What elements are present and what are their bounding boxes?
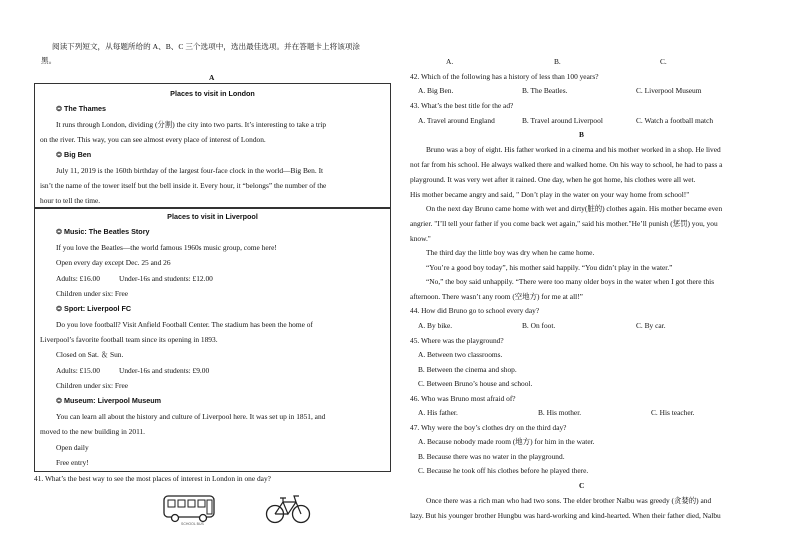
q46-option-c: C. His teacher. (651, 408, 695, 417)
beatles-under16: Under-16s and students: £12.00 (119, 274, 213, 283)
question-42: 42. Which of the following has a history of less than 100 years? (410, 72, 599, 81)
fc-closed: Closed on Sat. ＆ Sun. (56, 350, 124, 359)
q43-option-a: A. Travel around England (418, 116, 495, 125)
q43-option-c: C. Watch a football match (636, 116, 714, 125)
liverpool-box (34, 207, 391, 472)
instruction-line-2: 黑。 (41, 56, 57, 65)
section-a-heading: A (209, 73, 215, 82)
question-45: 45. Where was the playground? (410, 336, 504, 345)
q47-option-a: A. Because nobody made room (地方) for him in the water. (418, 437, 595, 446)
instruction-line-1: 阅读下列短文，从每题所给的 A、B、C 三个选项中，选出最佳选项。并在答题卡上将该项涂 (52, 42, 360, 51)
fc-heading: ❂ Sport: Liverpool FC (56, 304, 132, 313)
question-47: 47. Why were the boy’s clothes dry on the third day? (410, 423, 567, 432)
passage-b-line-3: playground. It was very wet after it rained. One day, when he got home, his clothes were all wet. (410, 175, 696, 184)
bigben-text-3: hour to tell the time. (40, 196, 101, 205)
question-41: 41. What’s the best way to see the most places of interest in London in one day? (34, 474, 271, 483)
section-c-heading: C (579, 481, 585, 490)
beatles-text-2: Open every day except Dec. 25 and 26 (56, 258, 171, 267)
museum-free: Free entry! (56, 458, 89, 467)
passage-b-line-6: angrier. "I’ll tell your father if you come back wet again," said his mother."He’ll punish (惩罚) you, you (410, 219, 718, 228)
bus-caption: SCHOOL BUS (181, 522, 204, 526)
passage-b-line-4: His mother became angry and said, " Don’t play in the water on your way home from school!" (410, 190, 690, 199)
museum-text-1: You can learn all about the history and culture of Liverpool here. It was set up in 1851, and (56, 412, 326, 421)
q46-option-b: B. His mother. (538, 408, 582, 417)
beatles-text-1: If you love the Beatles—the world famous 1960s music group, come here! (56, 243, 277, 252)
question-43: 43. What’s the best title for the ad? (410, 101, 514, 110)
london-title: Places to visit in London (170, 89, 255, 98)
liverpool-title: Places to visit in Liverpool (167, 212, 258, 221)
passage-b-line-10: “No,” the boy said unhappily. “There were too many older boys in the water when I got there this (426, 277, 715, 286)
fc-adults: Adults: £15.00 (56, 366, 100, 375)
museum-heading: ❂ Museum: Liverpool Museum (56, 396, 162, 405)
q43-option-b: B. Travel around Liverpool (522, 116, 603, 125)
museum-open: Open daily (56, 443, 89, 452)
q47-option-b: B. Because there was no water in the playground. (418, 452, 565, 461)
q44-option-b: B. On foot. (522, 321, 556, 330)
question-46: 46. Who was Bruno most afraid of? (410, 394, 516, 403)
thames-text-1: It runs through London, dividing (分割) the city into two parts. It’s interesting to take a trip (56, 120, 327, 129)
thames-text-2: on the river. This way, you can see almost every place of interest of London. (40, 135, 266, 144)
passage-b-line-1: Bruno was a boy of eight. His father worked in a cinema and his mother worked in a shop. He lived (426, 145, 721, 154)
fc-under16: Under-16s and students: £9.00 (119, 366, 210, 375)
section-b-heading: B (579, 130, 584, 139)
fc-text-1: Do you love football? Visit Anfield Football Center. The stadium has been the home of (56, 320, 313, 329)
passage-b-line-5: On the next day Bruno came home with wet and dirty(脏的) clothes again. His mother became even (426, 204, 723, 213)
q44-option-a: A. By bike. (418, 321, 453, 330)
museum-text-2: moved to the new building in 2011. (40, 427, 146, 436)
bigben-heading: ❂ Big Ben (56, 150, 92, 159)
bigben-text-2: isn’t the name of the tower itself but the bell inside it. Every hour, it “belongs” the number of the (40, 181, 327, 190)
q42-option-b: B. The Beatles. (522, 86, 568, 95)
thames-heading: ❂ The Thames (56, 104, 106, 113)
q47-option-c: C. Because he took off his clothes before he played there. (418, 466, 589, 475)
passage-b-line-11: afternoon. There wasn’t any room (空地方) for me at all!” (410, 292, 583, 301)
q44-option-c: C. By car. (636, 321, 666, 330)
bicycle-icon (265, 492, 311, 526)
passage-b-line-8: The third day the little boy was dry when he came home. (426, 248, 595, 257)
bigben-text-1: July 11, 2019 is the 160th birthday of the largest four-face clock in the world—Big Ben. It (56, 166, 324, 175)
q45-option-c: C. Between Bruno’s house and school. (418, 379, 533, 388)
q41-option-a: A. (446, 57, 454, 66)
q41-option-c: C. (660, 57, 667, 66)
beatles-adults: Adults: £16.00 (56, 274, 100, 283)
q45-option-a: A. Between two classrooms. (418, 350, 503, 359)
q42-option-c: C. Liverpool Museum (636, 86, 702, 95)
london-box (34, 83, 391, 209)
passage-c-line-2: lazy. But his younger brother Hungbu was hard-working and kind-hearted. When their father died, Nalbu (410, 511, 721, 520)
q42-option-a: A. Big Ben. (418, 86, 454, 95)
passage-b-line-2: not far from his school. He always walked there and walked home. On his way to school, he had to pass a (410, 160, 723, 169)
fc-children: Children under six: Free (56, 381, 129, 390)
fc-text-2: Liverpool’s favorite football team since its opening in 1893. (40, 335, 218, 344)
beatles-children: Children under six: Free (56, 289, 129, 298)
beatles-heading: ❂ Music: The Beatles Story (56, 227, 150, 236)
question-44: 44. How did Bruno go to school every day? (410, 306, 540, 315)
q45-option-b: B. Between the cinema and shop. (418, 365, 517, 374)
q46-option-a: A. His father. (418, 408, 458, 417)
passage-c-line-1: Once there was a rich man who had two sons. The elder brother Nalbu was greedy (贪婪的) and (426, 496, 712, 505)
passage-b-line-7: know." (410, 234, 431, 243)
passage-b-line-9: “You’re a good boy today”, his mother said happily. “You didn’t play in the water.” (426, 263, 673, 272)
q41-option-b: B. (554, 57, 561, 66)
